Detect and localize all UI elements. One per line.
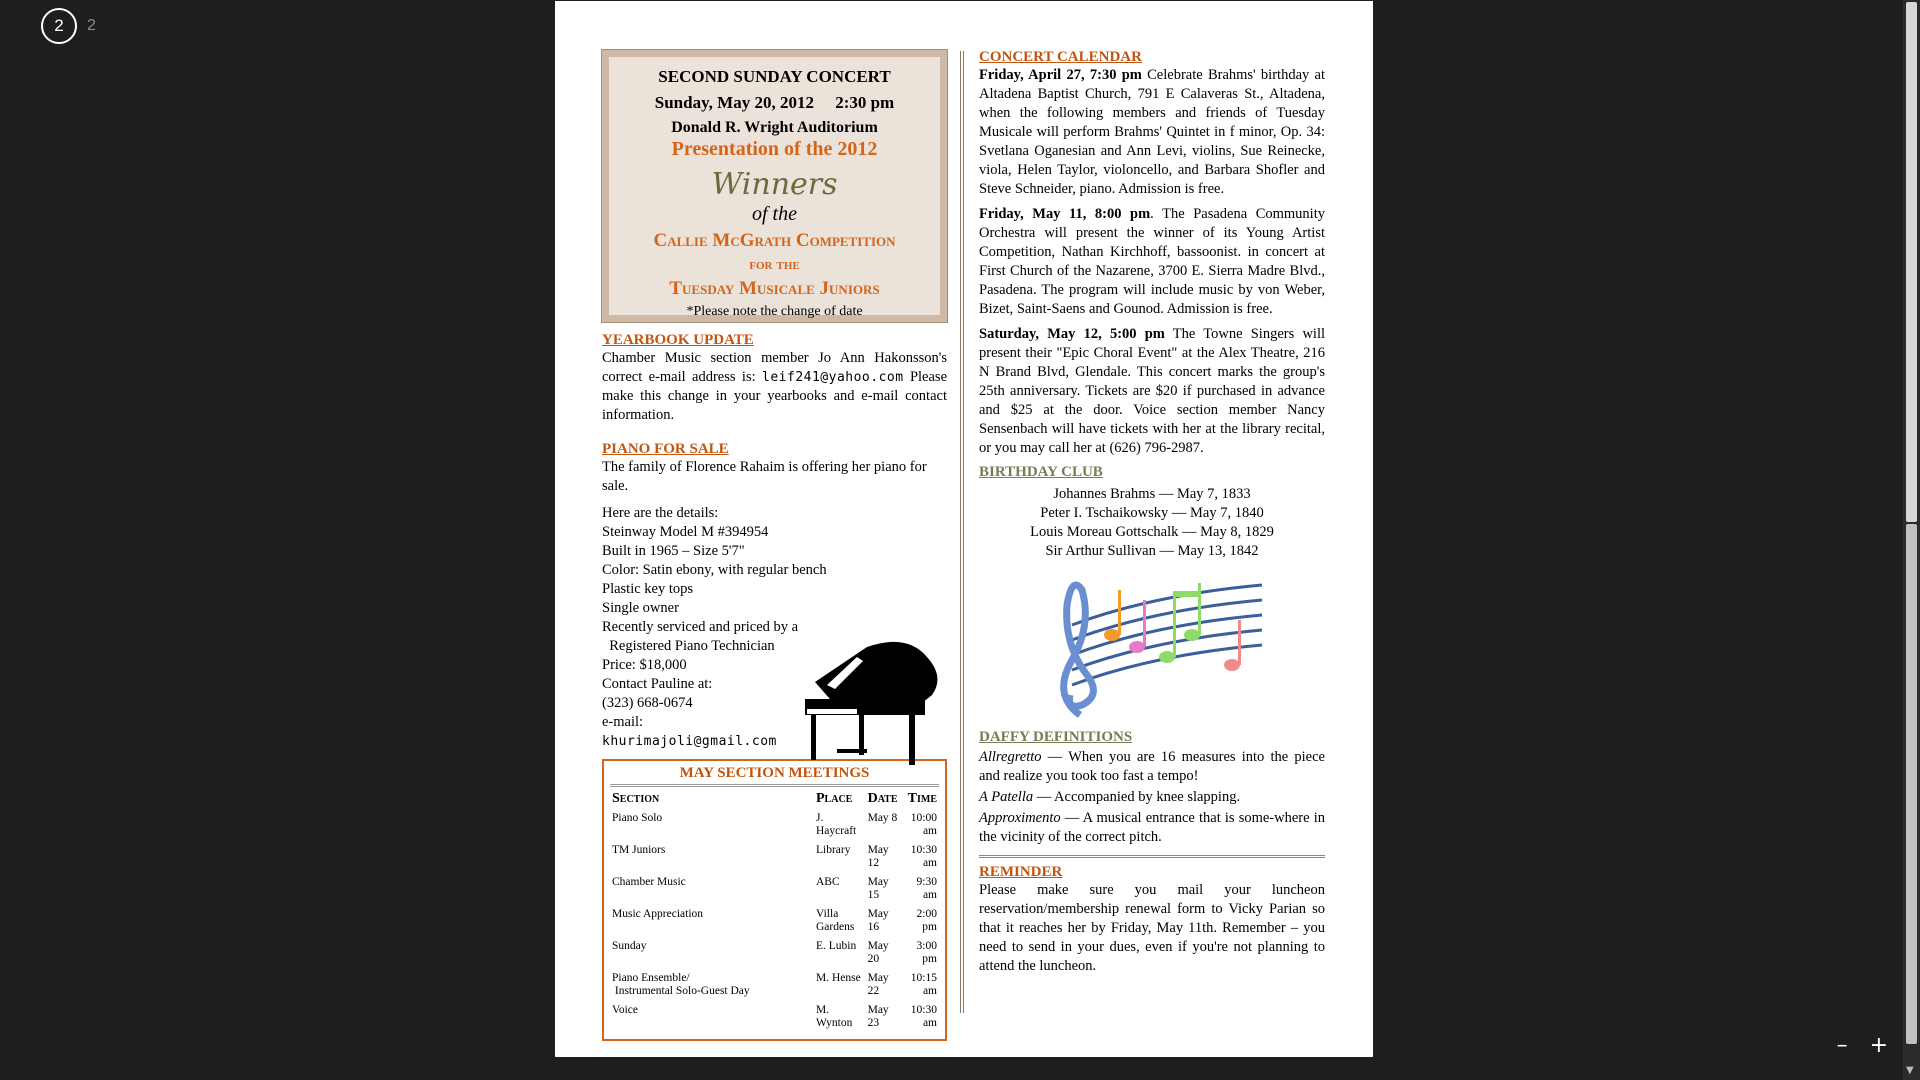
current-page-badge[interactable]: 2 — [41, 8, 77, 44]
daffy-term: A Patella — [979, 789, 1034, 805]
cell-time-text: 9:30 am — [916, 876, 937, 901]
daffy-term: Allregretto — [979, 749, 1042, 765]
calendar-event — [979, 205, 1325, 319]
yearbook-text-1: Chamber Music section member Jo Ann Hakonsson's correct e-mail address is: — [602, 350, 947, 385]
cell-place-text: M. Hense — [816, 972, 861, 984]
of-the-line: of the — [752, 203, 797, 225]
cell-time — [901, 809, 939, 841]
table-row — [610, 873, 939, 905]
column-divider — [960, 51, 964, 1013]
zoom-in-button[interactable]: + — [1869, 1033, 1888, 1058]
cell-place-text: E. Lubin — [816, 940, 857, 952]
cell-section-text: TM Juniors — [612, 844, 666, 856]
date-change-note: *Please note the change of date — [686, 304, 863, 319]
cell-date — [866, 969, 902, 1001]
piano-detail-line: Steinway Model M #394954 — [602, 524, 769, 540]
grand-piano-icon — [797, 637, 947, 767]
cell-time-text: 10:30 am — [910, 844, 937, 869]
double-rule — [979, 855, 1325, 858]
daffy-term: Approximento — [979, 810, 1061, 826]
yearbook-section — [602, 332, 947, 425]
spacer — [602, 425, 947, 441]
piano-heading: PIANO FOR SALE — [602, 441, 729, 457]
birthday-heading: BIRTHDAY CLUB — [979, 464, 1103, 480]
cell-time-text: 3:00 pm — [916, 940, 937, 965]
birthday-item: Johannes Brahms — May 7, 1833 — [1053, 486, 1251, 502]
piano-detail-line: Contact Pauline at: — [602, 676, 713, 692]
piano-detail-line: Single owner — [602, 600, 679, 616]
yearbook-email[interactable]: leif241@yahoo.com — [762, 370, 904, 385]
calendar-section — [979, 49, 1325, 458]
cell-place — [814, 809, 866, 841]
daffy-definition — [979, 748, 1325, 786]
concert-announcement-box — [602, 50, 947, 322]
event-text: . The Pasadena Community Orchestra will present the winner of its Young Artist Competition, Nathan Kirchhoff, bassoonist. in concert at First Church of the Nazarene, 3700 E. Sierra Madre Blvd., Pasadena. The program will include music by von Weber, Bizet, Saint-Saens and Gounod. Admission is free. — [979, 206, 1325, 317]
cell-place-text: Villa Gardens — [816, 908, 855, 933]
vertical-scrollbar[interactable] — [1903, 0, 1920, 1080]
header-place: Place — [816, 791, 853, 806]
cell-time-text: 10:00 am — [910, 812, 937, 837]
scrollbar-track[interactable] — [1906, 524, 1917, 1044]
cell-date-text: May 20 — [867, 940, 889, 965]
cell-section-text: Piano Ensemble/ — [612, 972, 690, 984]
cell-place-text: Library — [816, 844, 851, 856]
table-row — [610, 809, 939, 841]
cell-date — [866, 1001, 902, 1033]
document-page — [555, 1, 1373, 1057]
header-section: Section — [612, 791, 660, 806]
cell-time — [901, 841, 939, 873]
birthday-list — [979, 485, 1325, 561]
zoom-controls — [1837, 1033, 1888, 1058]
daffy-definition — [979, 788, 1325, 807]
piano-detail-line: (323) 668-0674 — [602, 695, 693, 711]
cell-date — [866, 809, 902, 841]
cell-section — [610, 841, 814, 873]
yearbook-text-2: Please make this change in your yearbooks and e-mail contact information. — [602, 369, 948, 423]
piano-detail-line: Price: $18,000 — [602, 657, 687, 673]
meetings-header-row — [610, 787, 939, 809]
meetings-table — [610, 787, 939, 1033]
calendar-event — [979, 66, 1325, 199]
cell-time-text: 10:15 am — [910, 972, 937, 997]
cell-section — [610, 1001, 814, 1033]
cell-section-subline: Instrumental Solo-Guest Day — [612, 985, 750, 997]
cell-section — [610, 905, 814, 937]
daffy-definition — [979, 809, 1325, 847]
music-notes-icon — [1032, 565, 1272, 725]
zoom-out-button[interactable]: – — [1836, 1033, 1848, 1058]
table-row — [610, 969, 939, 1001]
right-column — [979, 49, 1325, 976]
cell-section-text: Sunday — [612, 940, 647, 952]
header-time: Time — [907, 791, 937, 806]
reminder-text: Please make sure you mail your luncheon reservation/membership renewal form to Vicky Parian so that it reaches her by Friday, May 11th. Remember – you need to send in your dues, even if you're not planning to attend the luncheon. — [979, 882, 1325, 974]
event-when: Saturday, May 12, 5:00 pm — [979, 326, 1165, 342]
cell-place — [814, 969, 866, 1001]
cell-time-text: 2:00 pm — [916, 908, 937, 933]
yearbook-text — [602, 349, 947, 425]
piano-detail-line: Here are the details: — [602, 505, 719, 521]
concert-date: Sunday, May 20, 2012 2:30 pm — [654, 93, 895, 112]
piano-email[interactable]: khurimajoli@gmail.com — [602, 734, 777, 749]
daffy-def: — A musical entrance that is some-where in the vicinity of the correct pitch. — [979, 810, 1325, 845]
winners-script: Winners — [711, 167, 838, 202]
cell-date-text: May 15 — [867, 876, 889, 901]
daffy-def: — When you are 16 measures into the piece and realize you took too fast a tempo! — [979, 749, 1325, 784]
total-pages: 2 — [87, 17, 96, 34]
cell-date-text: May 23 — [867, 1004, 889, 1029]
page-indicator — [41, 8, 96, 44]
cell-place-text: ABC — [816, 876, 840, 888]
piano-detail-line: Built in 1965 – Size 5'7" — [602, 543, 745, 559]
cell-place-text: M. Wynton — [816, 1004, 853, 1029]
piano-detail-line: e-mail: — [602, 714, 644, 730]
cell-date-text: May 8 — [867, 812, 898, 824]
piano-intro: The family of Florence Rahaim is offering her piano for sale. — [602, 459, 927, 494]
event-when: Friday, May 11, 8:00 pm — [979, 206, 1151, 222]
cell-place — [814, 905, 866, 937]
juniors-line: Tuesday Musicale Juniors — [669, 278, 880, 299]
cell-place — [814, 1001, 866, 1033]
scrollbar-thumb[interactable] — [1906, 2, 1917, 522]
cell-section — [610, 937, 814, 969]
cell-section-text: Chamber Music — [612, 876, 686, 888]
daffy-def: — Accompanied by knee slapping. — [1033, 789, 1241, 805]
cell-place — [814, 873, 866, 905]
concert-venue: Donald R. Wright Auditorium — [671, 119, 878, 136]
cell-date — [866, 841, 902, 873]
meetings-title: MAY SECTION MEETINGS — [610, 765, 939, 787]
cell-date — [866, 905, 902, 937]
cell-section — [610, 809, 814, 841]
piano-detail-line: Color: Satin ebony, with regular bench — [602, 562, 827, 578]
cell-section-text: Piano Solo — [612, 812, 663, 824]
cell-time — [901, 1001, 939, 1033]
cell-section-text: Voice — [612, 1004, 638, 1016]
cell-place-text: J. Haycraft — [816, 812, 857, 837]
cell-place — [814, 937, 866, 969]
birthday-item: Peter I. Tschaikowsky — May 7, 1840 — [1040, 505, 1264, 521]
presentation-line: Presentation of the 2012 — [671, 138, 878, 160]
cell-date — [866, 873, 902, 905]
cell-date-text: May 22 — [867, 972, 889, 997]
cell-place — [814, 841, 866, 873]
cell-date — [866, 937, 902, 969]
cell-date-text: May 12 — [867, 844, 889, 869]
table-row — [610, 1001, 939, 1033]
cell-time — [901, 969, 939, 1001]
reminder-heading: REMINDER — [979, 864, 1063, 880]
piano-section — [602, 441, 947, 751]
event-when: Friday, April 27, 7:30 pm — [979, 67, 1142, 83]
piano-detail-line: Plastic key tops — [602, 581, 694, 597]
cell-section — [610, 969, 814, 1001]
section-meetings-box — [602, 759, 947, 1041]
calendar-event — [979, 325, 1325, 458]
concert-title: SECOND SUNDAY CONCERT — [658, 67, 891, 86]
cell-date-text: May 16 — [867, 908, 889, 933]
daffy-heading: DAFFY DEFINITIONS — [979, 729, 1133, 745]
header-date: Date — [867, 791, 898, 806]
left-column — [602, 50, 947, 1041]
cell-time-text: 10:30 am — [910, 1004, 937, 1029]
cell-section — [610, 873, 814, 905]
scroll-down-icon[interactable]: ▼ — [1906, 1065, 1914, 1076]
birthday-item: Sir Arthur Sullivan — May 13, 1842 — [1045, 543, 1259, 559]
event-text: Celebrate Brahms' birthday at Altadena Baptist Church, 791 E Calaveras St., Altadena, when the following members and friends of Tuesday Musicale will perform Brahms' Quintet in f minor, Op. 34: Svetlana Oganesian and Ann Levi, violins, Sue Reinecke, viola, Helen Taylor, violoncello, and Barbara Shofler and Steve Schneider, piano. Admission is free. — [979, 67, 1325, 197]
piano-detail-line: Registered Piano Technician — [602, 638, 775, 654]
table-row — [610, 905, 939, 937]
table-row — [610, 841, 939, 873]
cell-time — [901, 873, 939, 905]
competition-name: Callie McGrath Competition — [653, 230, 896, 251]
cell-section-text: Music Appreciation — [612, 908, 704, 920]
birthday-item: Louis Moreau Gottschalk — May 8, 1829 — [1030, 524, 1274, 540]
cell-time — [901, 937, 939, 969]
yearbook-heading: YEARBOOK UPDATE — [602, 332, 754, 348]
cell-time — [901, 905, 939, 937]
event-text: The Towne Singers will present their "Epic Choral Event" at the Alex Theatre, 216 N Brand Blvd, Glendale. This concert marks the group's 25th anniversary. Tickets are $20 if purchased in advance and $25 at the door. Voice section member Nancy Sensenbach will have tickets with her at the library recital, or you may call her at (626) 796-2987. — [979, 326, 1325, 456]
for-the-line: for the — [749, 256, 800, 273]
table-row — [610, 937, 939, 969]
spacer — [602, 322, 947, 332]
calendar-heading: CONCERT CALENDAR — [979, 49, 1142, 65]
piano-detail-line: Recently serviced and priced by a — [602, 619, 799, 635]
